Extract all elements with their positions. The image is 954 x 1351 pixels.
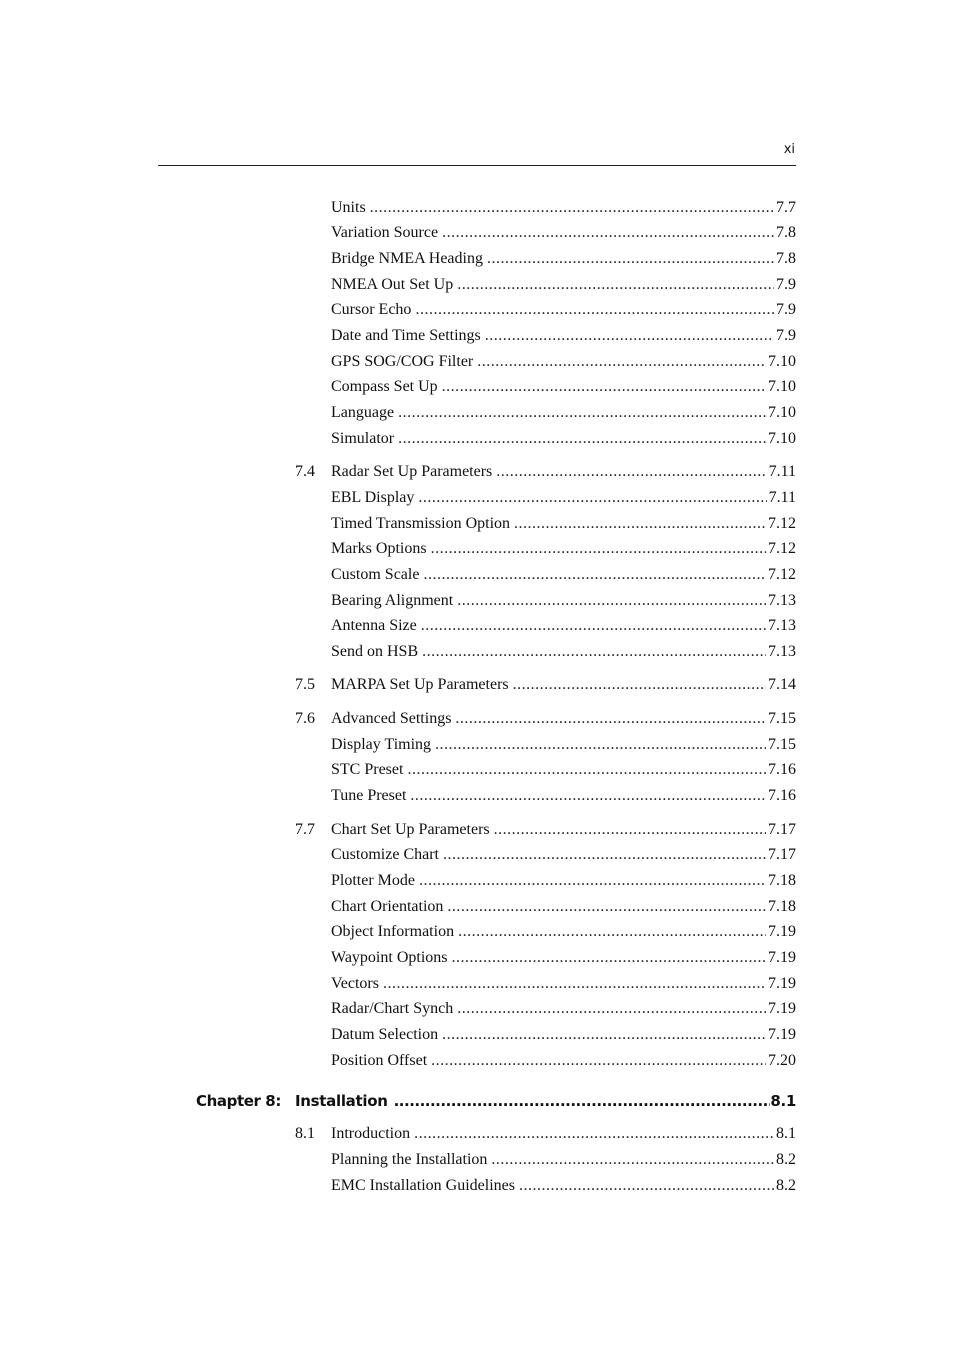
toc-entry-title: STC Preset [331, 761, 404, 778]
toc-page-number: 7.18 [768, 898, 796, 915]
toc-entry[interactable] [295, 897, 796, 917]
toc-page-number: 7.8 [776, 224, 796, 241]
toc-page-number: 7.18 [768, 872, 796, 889]
toc-entry[interactable] [295, 948, 796, 968]
toc-entry-title: Marks Options [331, 540, 427, 557]
dot-leader [442, 377, 766, 397]
toc-entry-title: Language [331, 404, 395, 421]
toc-page-number: 7.19 [768, 975, 796, 992]
toc-entry-title: Variation Source [331, 224, 439, 241]
toc-entry-title: Vectors [331, 975, 379, 992]
dot-leader [447, 897, 766, 917]
dot-leader [442, 223, 774, 243]
toc-entry[interactable] [295, 403, 796, 423]
toc-entry-title: Plotter Mode [331, 872, 415, 889]
toc-page-number: 7.16 [768, 787, 796, 804]
dot-leader [431, 539, 766, 559]
toc-entry[interactable] [295, 377, 796, 397]
toc-entry[interactable] [295, 675, 796, 695]
chapter-label: Chapter 8: [196, 1092, 281, 1110]
dot-leader [431, 1051, 766, 1071]
toc-page-number: 7.16 [768, 761, 796, 778]
toc-page-number: 7.17 [768, 821, 796, 838]
toc-entry-title: Tune Preset [331, 787, 407, 804]
dot-leader [415, 300, 774, 320]
toc-page-number: 7.13 [768, 643, 796, 660]
page-number: xi [783, 142, 795, 157]
toc-entry-title: Chart Orientation [331, 898, 444, 915]
toc-page-number: 7.10 [768, 378, 796, 395]
dot-leader [370, 198, 774, 218]
toc-entry[interactable] [295, 1025, 796, 1045]
toc-entry-title: Radar/Chart Synch [331, 1000, 454, 1017]
toc-entry[interactable] [295, 539, 796, 559]
toc-entry-title: Introduction [331, 1125, 411, 1142]
toc-entry-title: Bridge NMEA Heading [331, 250, 483, 267]
toc-entry[interactable] [295, 462, 796, 482]
toc-entry[interactable] [295, 999, 796, 1019]
dot-leader [435, 735, 766, 755]
header-rule [158, 165, 796, 166]
dot-leader [514, 514, 766, 534]
toc-page-number: 7.11 [768, 489, 796, 506]
dot-leader [513, 675, 766, 695]
toc-entry[interactable] [295, 488, 796, 508]
dot-leader [423, 565, 766, 585]
toc-entry[interactable] [295, 352, 796, 372]
toc-entry-title: Units [331, 199, 366, 216]
dot-leader [455, 709, 766, 729]
toc-entry[interactable] [295, 326, 796, 346]
toc-entry-title: Customize Chart [331, 846, 439, 863]
dot-leader [418, 488, 766, 508]
dot-leader [398, 403, 766, 423]
toc-page-number: 7.10 [768, 430, 796, 447]
toc-page-number: 8.2 [776, 1177, 796, 1194]
toc-entry[interactable] [295, 709, 796, 729]
dot-leader [494, 820, 766, 840]
toc-entry-title: Send on HSB [331, 643, 419, 660]
toc-entry-title: Position Offset [331, 1052, 428, 1069]
dot-leader [394, 1090, 771, 1112]
toc-chapter-heading[interactable] [196, 1090, 796, 1112]
toc-entry[interactable] [295, 300, 796, 320]
toc-entry[interactable] [295, 735, 796, 755]
toc-entry[interactable] [295, 1051, 796, 1071]
toc-page-number: 7.9 [776, 276, 796, 293]
toc-entry[interactable] [295, 565, 796, 585]
toc-page-number: 7.10 [768, 353, 796, 370]
toc-entry-title: Radar Set Up Parameters [331, 463, 493, 480]
toc-page-number: 7.15 [768, 710, 796, 727]
toc-page-number: 7.13 [768, 592, 796, 609]
toc-page-number: 7.12 [768, 515, 796, 532]
toc-entry[interactable] [295, 1124, 796, 1144]
toc-entry-title: Planning the Installation [331, 1151, 488, 1168]
dot-leader [414, 1124, 774, 1144]
dot-leader [398, 429, 766, 449]
dot-leader [496, 462, 766, 482]
toc-section-number: 7.5 [295, 676, 315, 693]
toc-entry[interactable] [295, 871, 796, 891]
toc-entry-title: Display Timing [331, 736, 432, 753]
toc-entry-title: Datum Selection [331, 1026, 439, 1043]
toc-page-number: 7.20 [768, 1052, 796, 1069]
toc-entry[interactable] [295, 591, 796, 611]
dot-leader [419, 871, 766, 891]
dot-leader [457, 591, 766, 611]
dot-leader [519, 1176, 774, 1196]
toc-entry[interactable] [295, 642, 796, 662]
dot-leader [443, 845, 766, 865]
toc-entry-title: Advanced Settings [331, 710, 452, 727]
toc-entry-title: Antenna Size [331, 617, 417, 634]
toc-entry[interactable] [295, 1150, 796, 1170]
toc-entry[interactable] [295, 429, 796, 449]
toc-page-number: 7.11 [768, 463, 796, 480]
dot-leader [457, 999, 766, 1019]
toc-entry[interactable] [295, 820, 796, 840]
toc-entry-title: Chart Set Up Parameters [331, 821, 490, 838]
toc-entry[interactable] [295, 845, 796, 865]
toc-page-number: 7.8 [776, 250, 796, 267]
dot-leader [383, 974, 766, 994]
chapter-page-number: 8.1 [770, 1092, 796, 1110]
toc-entry-title: Timed Transmission Option [331, 515, 511, 532]
toc-page-number: 7.9 [776, 327, 796, 344]
toc-entry-title: Waypoint Options [331, 949, 448, 966]
toc-entry[interactable] [295, 922, 796, 942]
toc-entry-title: Date and Time Settings [331, 327, 481, 344]
toc-entry[interactable] [295, 760, 796, 780]
toc-section-number: 7.4 [295, 463, 315, 480]
toc-entry[interactable] [295, 198, 796, 218]
toc-entry[interactable] [295, 616, 796, 636]
dot-leader [457, 275, 774, 295]
toc-page-number: 7.19 [768, 1000, 796, 1017]
toc-entry-title: Cursor Echo [331, 301, 412, 318]
toc-page-number: 7.19 [768, 923, 796, 940]
toc-page-number: 7.12 [768, 540, 796, 557]
toc-entry-title: NMEA Out Set Up [331, 276, 454, 293]
dot-leader [442, 1025, 766, 1045]
toc-entry[interactable] [295, 223, 796, 243]
dot-leader [458, 922, 766, 942]
toc-page-number: 7.10 [768, 404, 796, 421]
toc-entry-title: Compass Set Up [331, 378, 438, 395]
dot-leader [451, 948, 766, 968]
toc-entry[interactable] [295, 974, 796, 994]
toc-entry-title: Object Information [331, 923, 455, 940]
toc-page-number: 7.12 [768, 566, 796, 583]
toc-entry[interactable] [295, 1176, 796, 1196]
toc-page-number: 7.17 [768, 846, 796, 863]
toc-section-number: 7.7 [295, 821, 315, 838]
toc-page-number: 7.14 [768, 676, 796, 693]
dot-leader [410, 786, 766, 806]
toc-page-number: 7.15 [768, 736, 796, 753]
dot-leader [491, 1150, 774, 1170]
toc-section-number: 7.6 [295, 710, 315, 727]
toc-entry-title: EMC Installation Guidelines [331, 1177, 515, 1194]
toc-page-number: 7.19 [768, 1026, 796, 1043]
dot-leader [485, 326, 774, 346]
toc-entry-title: MARPA Set Up Parameters [331, 676, 509, 693]
toc-entry-title: Custom Scale [331, 566, 420, 583]
toc-entry[interactable] [295, 514, 796, 534]
toc-entry-title: GPS SOG/COG Filter [331, 353, 474, 370]
toc-entry[interactable] [295, 249, 796, 269]
dot-leader [407, 760, 766, 780]
toc-entry-title: Simulator [331, 430, 395, 447]
toc-page-number: 7.9 [776, 301, 796, 318]
dot-leader [487, 249, 774, 269]
toc-page-number: 7.13 [768, 617, 796, 634]
toc-entry[interactable] [295, 786, 796, 806]
toc-page-number: 8.2 [776, 1151, 796, 1168]
toc-entry[interactable] [295, 275, 796, 295]
toc-entry-title: Bearing Alignment [331, 592, 454, 609]
toc-page-number: 7.19 [768, 949, 796, 966]
toc-section-number: 8.1 [295, 1125, 315, 1142]
dot-leader [477, 352, 766, 372]
toc-page-number: 8.1 [776, 1125, 796, 1142]
toc-page-number: 7.7 [776, 199, 796, 216]
dot-leader [422, 642, 766, 662]
dot-leader [421, 616, 766, 636]
toc-entry-title: EBL Display [331, 489, 415, 506]
chapter-title: Installation [295, 1092, 388, 1110]
